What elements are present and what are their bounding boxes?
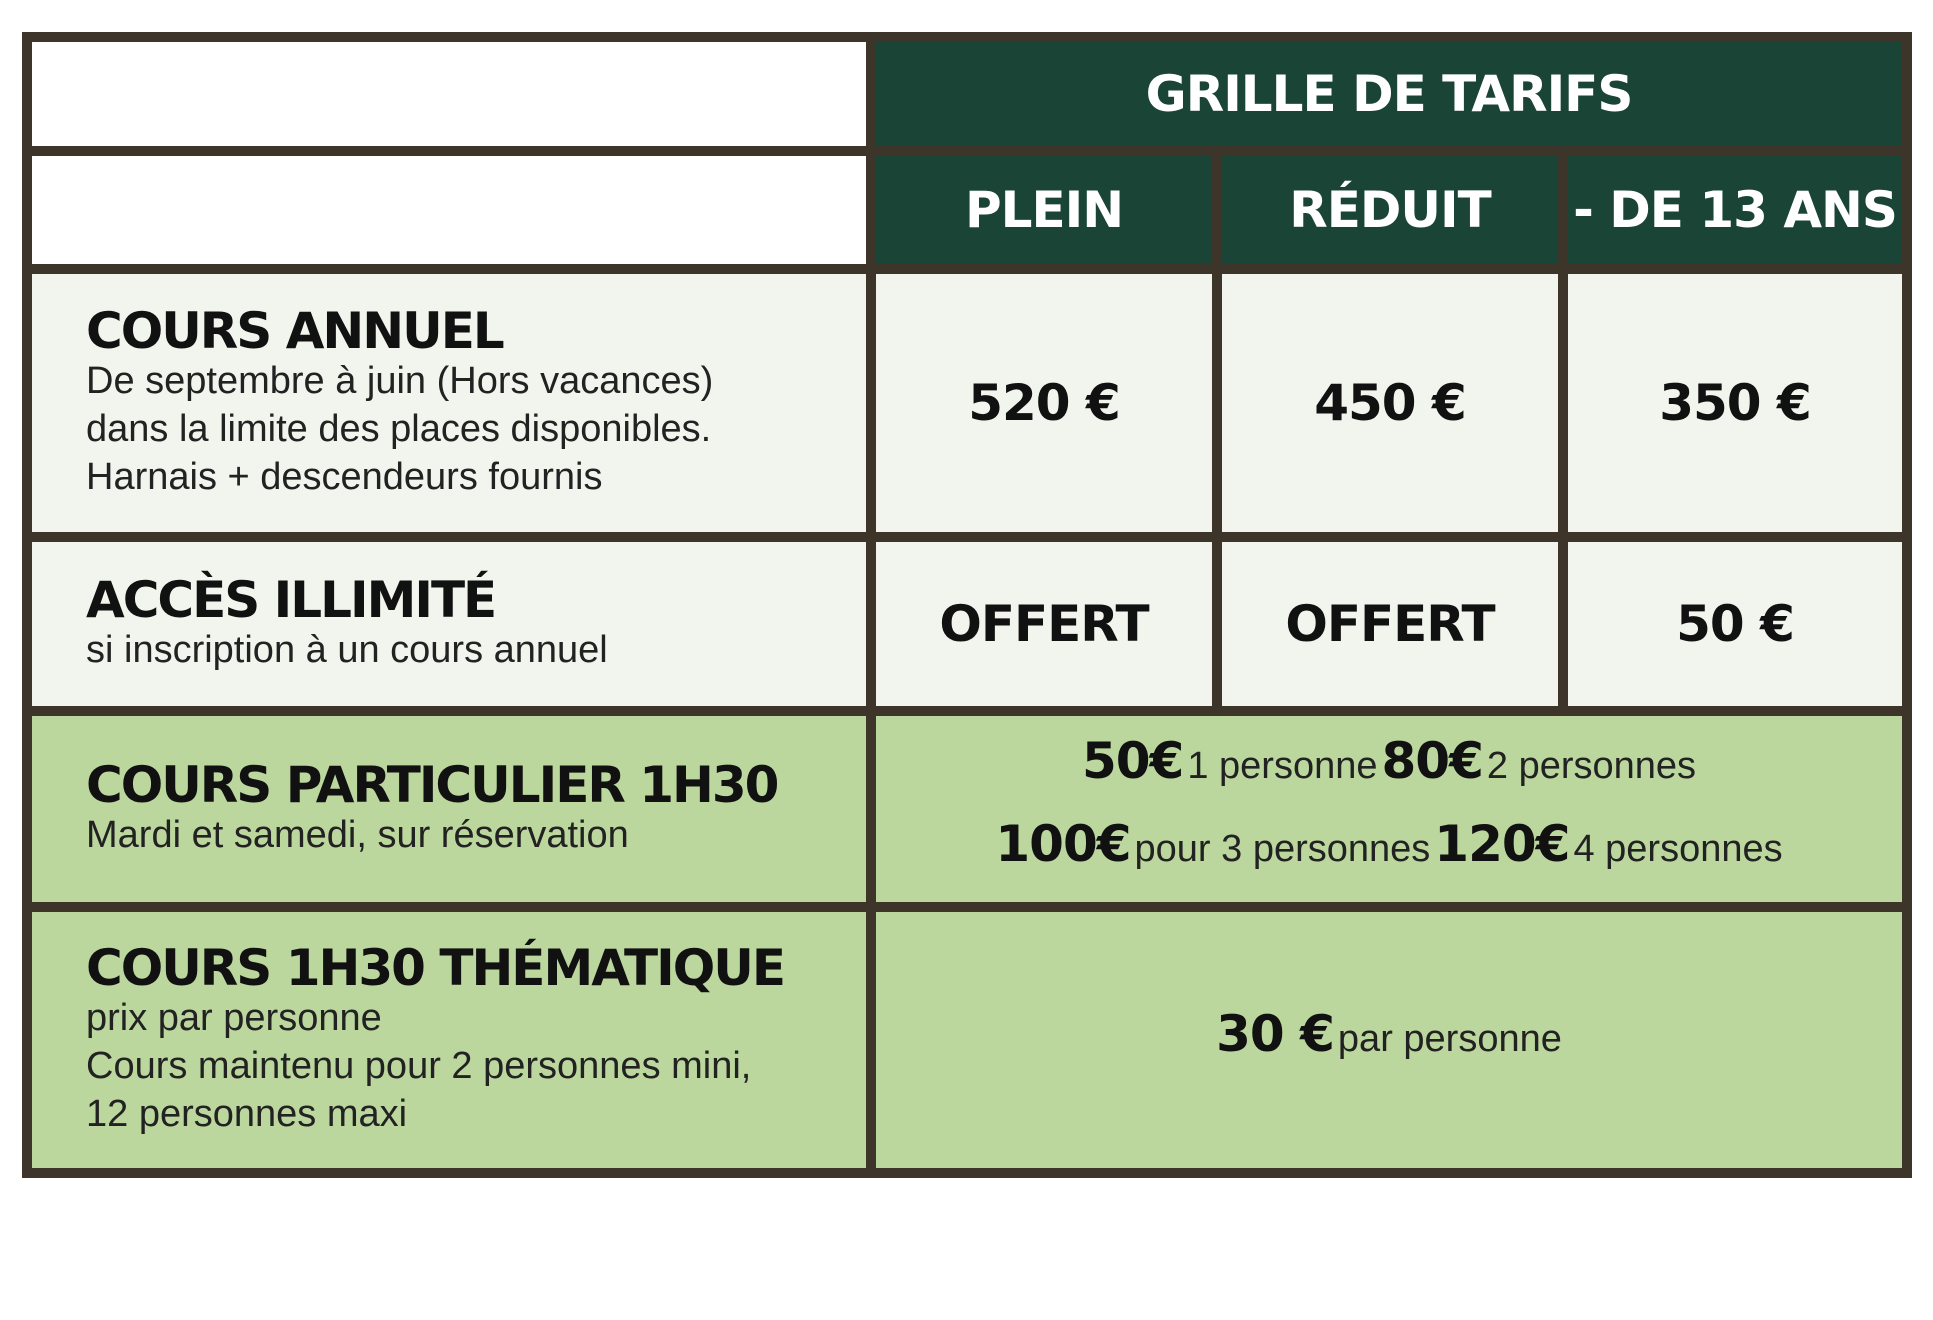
empty-header-cell <box>32 156 866 264</box>
price-amount: 50€ <box>1081 732 1184 790</box>
row-label-acces-illimite <box>32 542 866 706</box>
row-description: prix par personne <box>86 997 382 1040</box>
price-text: pour 3 personnes <box>1134 828 1431 870</box>
row-description: si inscription à un cours annuel <box>86 629 608 672</box>
price-line <box>995 809 1782 892</box>
table-title: GRILLE DE TARIFS <box>876 42 1902 146</box>
price-cell: OFFERT <box>876 542 1212 706</box>
price-amount: 30 € <box>1216 1004 1334 1063</box>
row-description: Harnais + descendeurs fournis <box>86 456 603 499</box>
price-cell: 350 € <box>1568 274 1902 532</box>
price-amount: 120€ <box>1434 815 1570 873</box>
price-cell-merged <box>876 912 1902 1168</box>
row-title: COURS ANNUEL <box>86 301 503 360</box>
column-header-reduit: RÉDUIT <box>1222 156 1558 264</box>
price-cell: OFFERT <box>1222 542 1558 706</box>
empty-header-cell <box>32 42 866 146</box>
price-text: 2 personnes <box>1486 745 1697 787</box>
row-title: COURS PARTICULIER 1H30 <box>86 755 778 814</box>
row-description: Cours maintenu pour 2 personnes mini, <box>86 1045 752 1088</box>
row-label-cours-annuel <box>32 274 866 532</box>
row-description: De septembre à juin (Hors vacances) <box>86 360 714 403</box>
column-header-under-13: - DE 13 ANS <box>1568 156 1902 264</box>
price-line <box>1216 999 1562 1082</box>
row-title: ACCÈS ILLIMITÉ <box>86 570 496 629</box>
price-text: 4 personnes <box>1573 828 1783 870</box>
price-amount: 80€ <box>1381 732 1483 790</box>
price-cell: 450 € <box>1222 274 1558 532</box>
row-label-cours-particulier <box>32 716 866 902</box>
price-text: par personne <box>1337 1017 1562 1060</box>
price-cell: 50 € <box>1568 542 1902 706</box>
row-label-cours-thematique <box>32 912 866 1168</box>
row-description: Mardi et samedi, sur réservation <box>86 814 629 857</box>
price-amount: 100€ <box>995 815 1131 873</box>
row-description: 12 personnes maxi <box>86 1093 408 1136</box>
column-header-plein: PLEIN <box>876 156 1212 264</box>
price-cell: 520 € <box>876 274 1212 532</box>
row-title: COURS 1H30 THÉMATIQUE <box>86 938 784 997</box>
price-text: 1 personne <box>1187 745 1378 787</box>
price-line <box>1082 726 1696 809</box>
row-description: dans la limite des places disponibles. <box>86 408 712 451</box>
price-cell-merged <box>876 716 1902 902</box>
